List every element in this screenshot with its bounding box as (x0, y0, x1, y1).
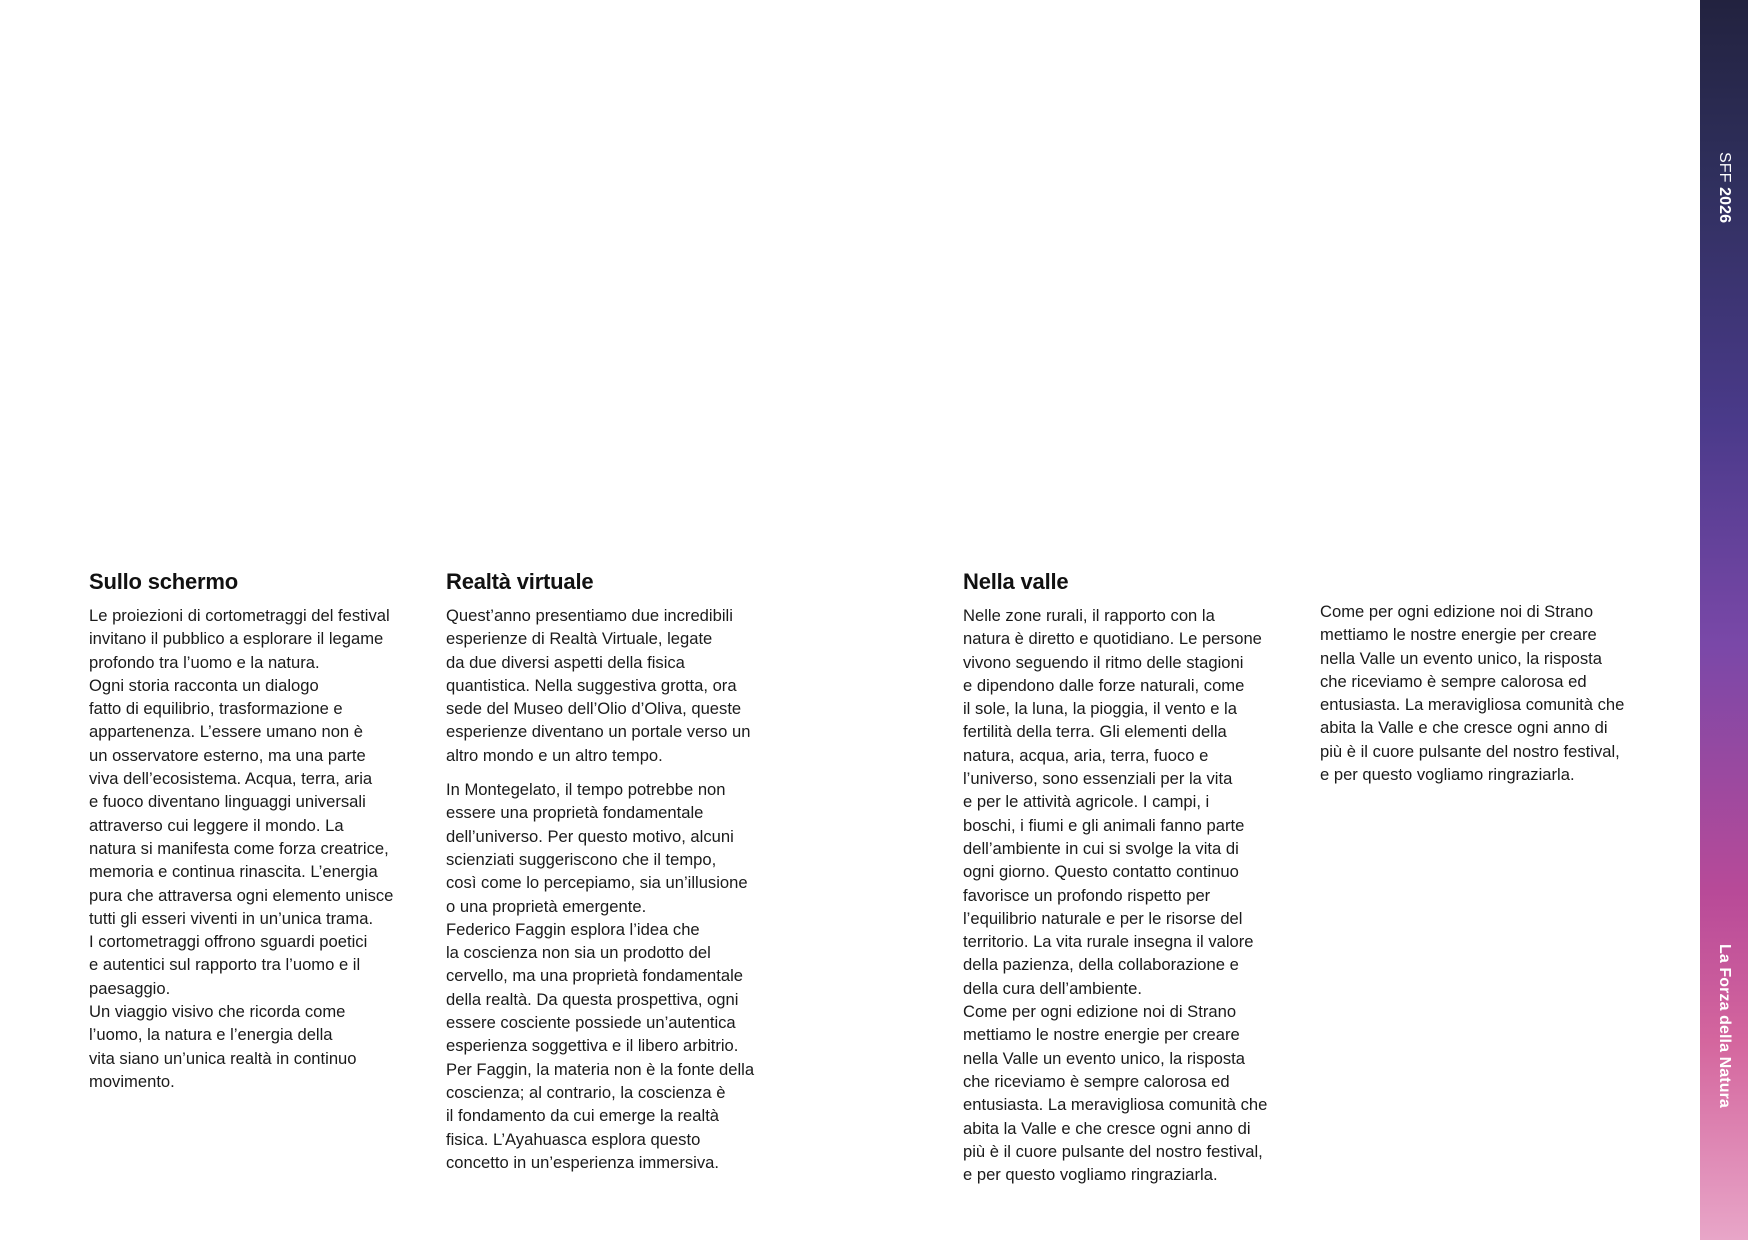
body-paragraph: In Montegelato, il tempo potrebbe non essere una proprietà fondamentale dell’universo. Per questo motivo, alcuni scienziati suggeriscono che il tempo, così come lo percepiamo, sia un’illusione o una proprietà emergente. Federico Faggin esplora l’idea che la coscienza non sia un prodotto del cervello, ma una proprietà fondamentale della realtà. Da questa prospettiva, ogni essere cosciente possiede un’autentica esperienza soggettiva e il libero arbitrio. Per Faggin, la materia non è la fonte della coscienza; al contrario, la coscienza è il fondamento da cui emerge la realtà fisica. L’Ayahuasca esplora questo concetto in un’esperienza immersiva. (446, 780, 755, 1172)
column-realta-virtuale (446, 566, 791, 1174)
section-heading: Realtà virtuale (446, 569, 594, 594)
section-heading: Nella valle (963, 569, 1069, 594)
column-sullo-schermo (89, 566, 434, 1093)
body-paragraph: Quest’anno presentiamo due incredibili esperienze di Realtà Virtuale, legate da due diversi aspetti della fisica quantistica. Nella suggestiva grotta, ora sede del Museo dell’Olio d’Oliva, queste esperienze diventano un portale verso un altro mondo e un altro tempo. (446, 606, 751, 765)
edition-prefix: SFF (1716, 152, 1733, 183)
section-label: La Forza della Natura (1716, 944, 1733, 1108)
column-continuation (1320, 600, 1665, 786)
body-paragraph: Nelle zone rurali, il rapporto con la natura è diretto e quotidiano. Le persone vivono seguendo il ritmo delle stagioni e dipendono dalle forze naturali, come il sole, la luna, la pioggia, il vento e la fertilità della terra. Gli elementi della natura, acqua, aria, terra, fuoco e l’universo, sono essenziali per la vita e per le attività agricole. I campi, i boschi, i fiumi e gli animali fanno parte dell’ambiente in cui si svolge la vita di ogni giorno. Questo contatto continuo favorisce un profondo rispetto per l’equilibrio naturale e per le risorse del territorio. La vita rurale insegna il valore della pazienza, della collaborazione e della cura dell’ambiente. Come per ogni edizione noi di Strano mettiamo le nostre energie per creare nella Valle un evento unico, la risposta che riceviamo è sempre calorosa ed entusiasta. La meravigliosa comunità che abita la Valle e che cresce ogni anno di più è il cuore pulsante del nostro festival, e per questo vogliamo ringraziarla. (963, 606, 1268, 1185)
edition-label (1715, 152, 1733, 223)
sidebar-band (1700, 0, 1748, 1240)
section-heading: Sullo schermo (89, 569, 238, 594)
body-paragraph: Le proiezioni di cortometraggi del festival invitano il pubblico a esplorare il legame profondo tra l’uomo e la natura. Ogni storia racconta un dialogo fatto di equilibrio, trasformazione e appartenenza. L’essere umano non è un osservatore esterno, ma una parte viva dell’ecosistema. Acqua, terra, aria e fuoco diventano linguaggi universali attraverso cui leggere il mondo. La natura si manifesta come forza creatrice, memoria e continua rinascita. L’energia pura che attraversa ogni elemento unisce tutti gli esseri viventi in un’unica trama. I cortometraggi offrono sguardi poetici e autentici sul rapporto tra l’uomo e il paesaggio. Un viaggio visivo che ricorda come l’uomo, la natura e l’energia della vita siano un’unica realtà in continuo movimento. (89, 606, 394, 1091)
body-paragraph: Come per ogni edizione noi di Strano mettiamo le nostre energie per creare nella Valle un evento unico, la risposta che riceviamo è sempre calorosa ed entusiasta. La meravigliosa comunità che abita la Valle e che cresce ogni anno di più è il cuore pulsante del nostro festival, e per questo vogliamo ringraziarla. (1320, 602, 1625, 785)
column-nella-valle (963, 566, 1308, 1186)
edition-year: 2026 (1716, 187, 1733, 224)
